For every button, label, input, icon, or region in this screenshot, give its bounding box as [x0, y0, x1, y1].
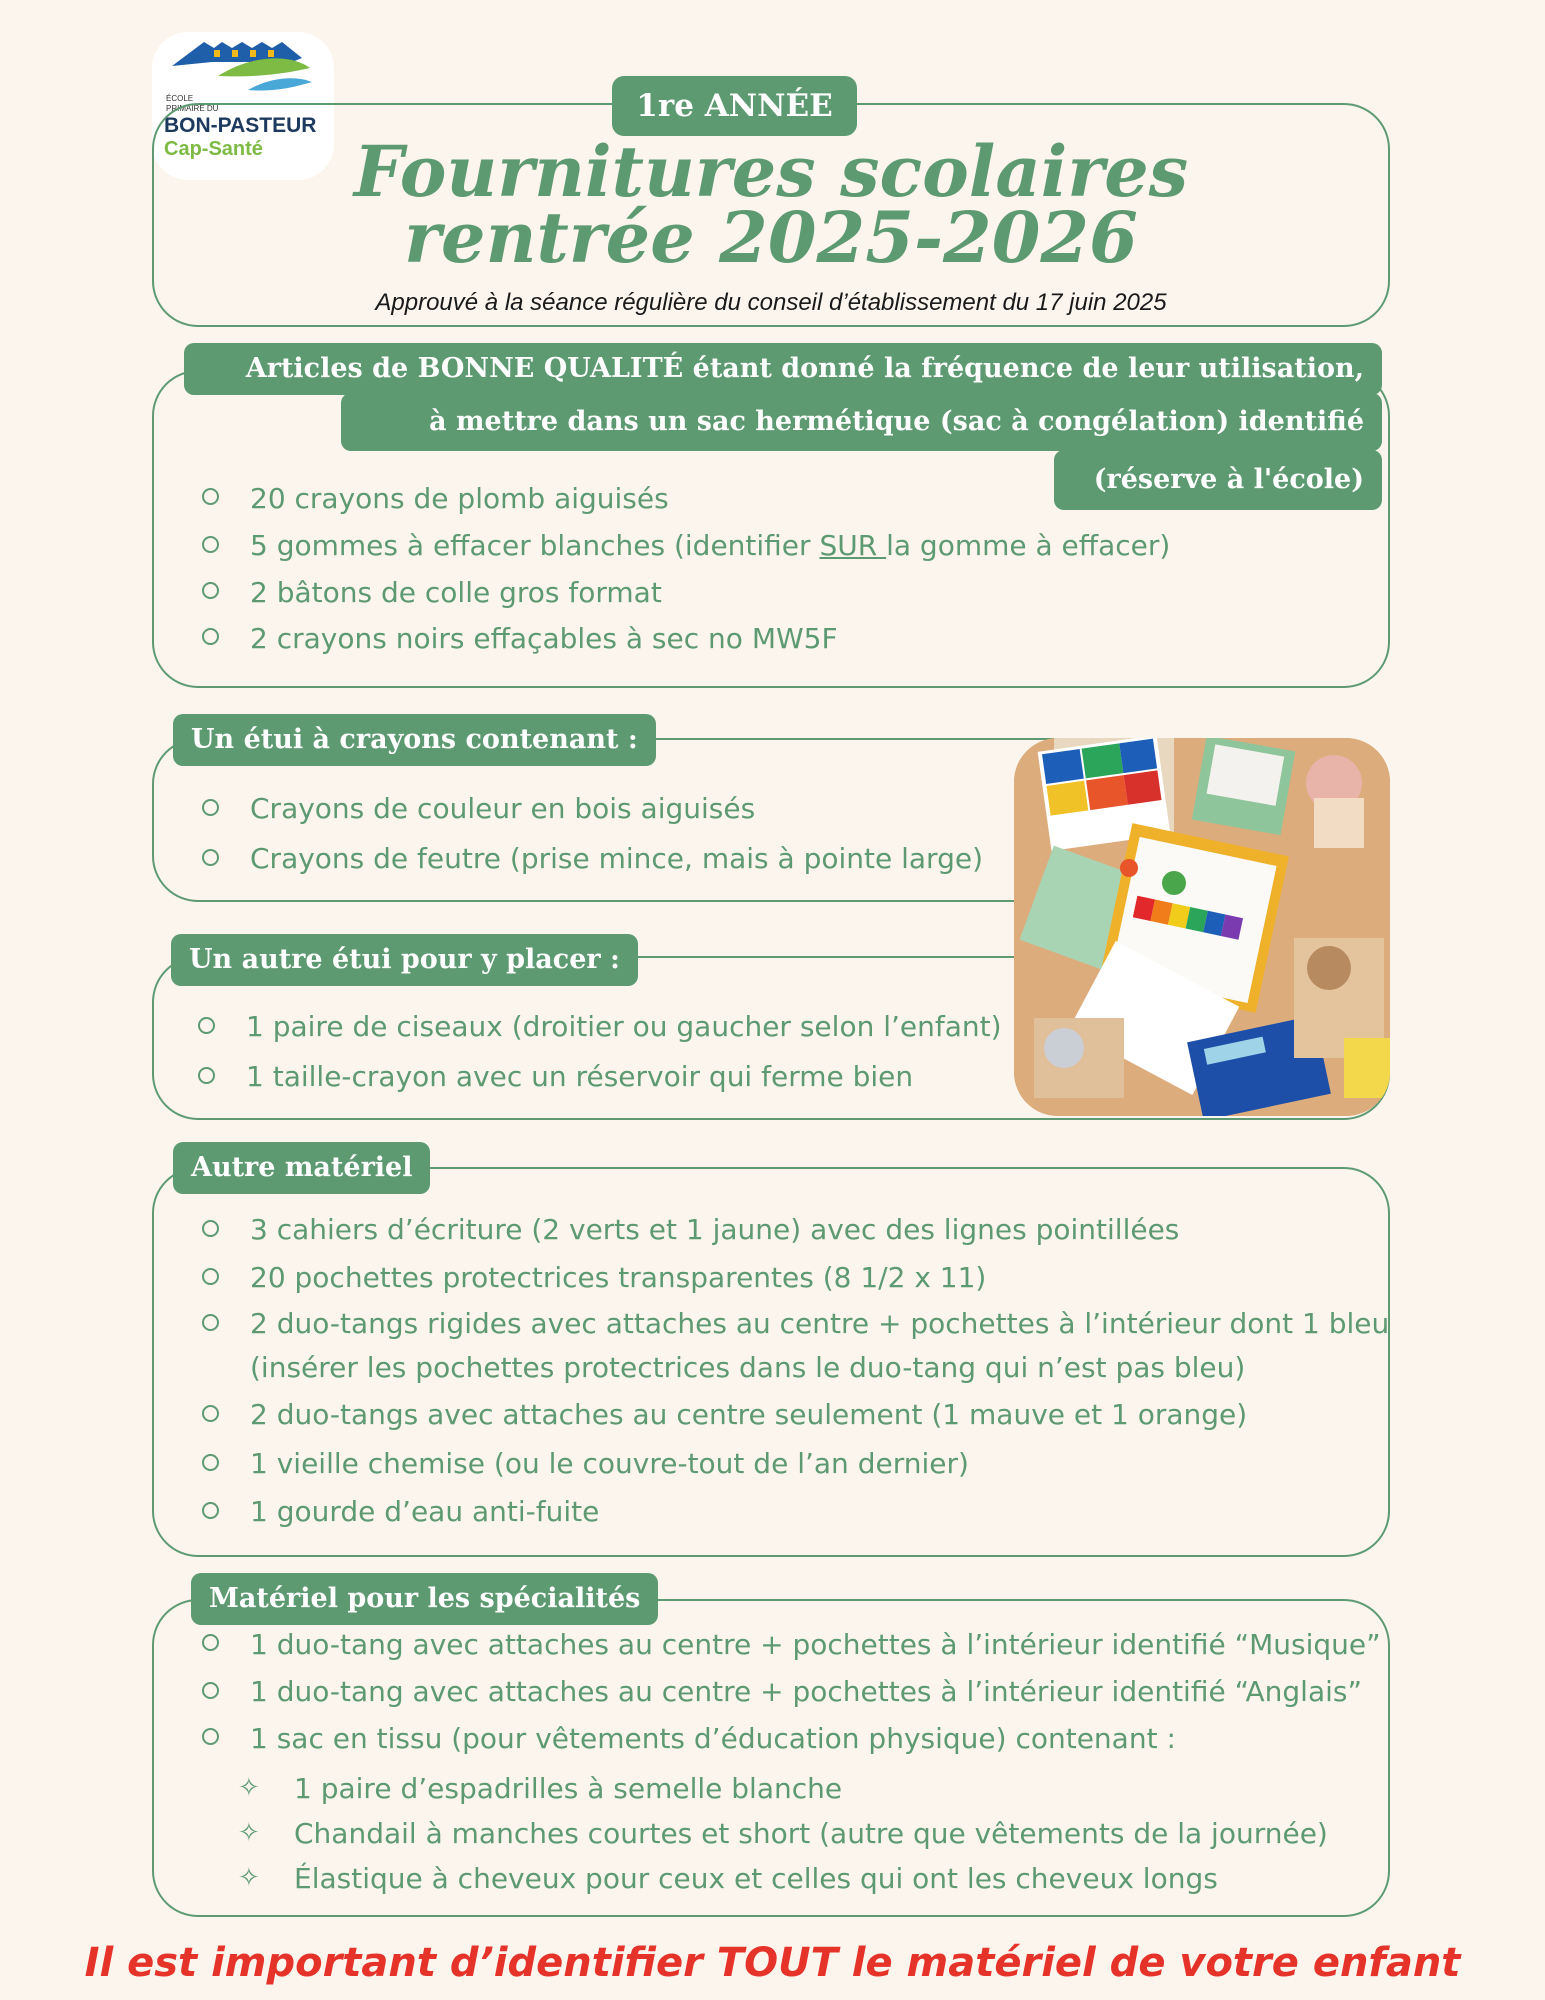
other-heading: Autre matériel [173, 1142, 430, 1194]
logo-line2: PRIMAIRE DU [166, 104, 219, 113]
quality-heading-line3: (réserve à l'école) [1054, 450, 1382, 510]
sub-list-item: ✧ Chandail à manches courtes et short (autre que vêtements de la journée) [198, 1811, 1381, 1856]
circle-bullet-icon [202, 1502, 219, 1519]
circle-bullet-icon [202, 582, 219, 599]
sparkle-bullet-icon: ✧ [238, 1773, 260, 1803]
circle-bullet-icon [198, 1067, 215, 1084]
grade-badge: 1re ANNÉE [612, 76, 857, 136]
school-roof-icon [152, 32, 334, 102]
circle-bullet-icon [202, 1405, 219, 1422]
school-supplies-photo [1014, 738, 1390, 1116]
list-item: 1 paire de ciseaux (droitier ou gaucher selon l’enfant) [194, 1002, 1002, 1052]
list-item: 3 cahiers d’écriture (2 verts et 1 jaune) avec des lignes pointillées [198, 1206, 1389, 1254]
approval-note: Approuvé à la séance régulière du conseil d’établissement du 17 juin 2025 [375, 289, 1167, 316]
school-supplies-illustration [1014, 738, 1390, 1116]
logo-line4: Cap-Santé [164, 138, 263, 160]
circle-bullet-icon [198, 1017, 215, 1034]
other-list [198, 1206, 1389, 1536]
list-item: 1 gourde d’eau anti-fuite [198, 1488, 1389, 1536]
page-title-line1: Fournitures scolaires [353, 130, 1189, 213]
specialties-list [198, 1622, 1381, 1901]
circle-bullet-icon [202, 628, 219, 645]
footer-notice: Il est important d’identifier TOUT le matériel de votre enfant [84, 1940, 1461, 1986]
list-item: 1 vieille chemise (ou le couvre-tout de l’an dernier) [198, 1440, 1389, 1488]
list-item: 2 bâtons de colle gros format [198, 570, 1170, 616]
sparkle-bullet-icon: ✧ [238, 1818, 260, 1848]
quality-heading-line2: à mettre dans un sac hermétique (sac à congélation) identifié [341, 393, 1382, 451]
circle-bullet-icon [202, 1634, 219, 1651]
quality-list [198, 476, 1170, 662]
list-item: 1 taille-crayon avec un réservoir qui ferme bien [194, 1052, 1002, 1102]
circle-bullet-icon [202, 1454, 219, 1471]
case1-heading: Un étui à crayons contenant : [173, 714, 656, 766]
circle-bullet-icon [202, 1268, 219, 1285]
list-item: 2 crayons noirs effaçables à sec no MW5F [198, 616, 1170, 662]
case2-list [194, 1002, 1002, 1102]
sparkle-bullet-icon: ✧ [238, 1863, 260, 1893]
list-item: 20 pochettes protectrices transparentes (8 1/2 x 11) [198, 1254, 1389, 1302]
list-item: Crayons de couleur en bois aiguisés [198, 784, 983, 834]
circle-bullet-icon [202, 536, 219, 553]
list-item: 20 crayons de plomb aiguisés [198, 476, 1170, 522]
list-item: 1 duo-tang avec attaches au centre + pochettes à l’intérieur identifié “Musique” [198, 1622, 1381, 1668]
circle-bullet-icon [202, 1728, 219, 1745]
page-title-line2: rentrée 2025-2026 [404, 196, 1138, 279]
logo-line3: BON-PASTEUR [164, 114, 317, 137]
list-item: 1 sac en tissu (pour vêtements d’éducation physique) contenant : [198, 1716, 1381, 1762]
case1-list [198, 784, 983, 884]
sub-list-item: ✧ 1 paire d’espadrilles à semelle blanche [198, 1766, 1381, 1811]
list-item: 1 duo-tang avec attaches au centre + pochettes à l’intérieur identifié “Anglais” [198, 1668, 1381, 1716]
circle-bullet-icon [202, 799, 219, 816]
circle-bullet-icon [202, 1220, 219, 1237]
circle-bullet-icon [202, 849, 219, 866]
specialties-heading: Matériel pour les spécialités [191, 1573, 658, 1625]
circle-bullet-icon [202, 1314, 219, 1331]
list-item: 2 duo-tangs avec attaches au centre seulement (1 mauve et 1 orange) [198, 1390, 1389, 1440]
circle-bullet-icon [202, 488, 219, 505]
case2-heading: Un autre étui pour y placer : [171, 934, 638, 986]
list-item: 5 gommes à effacer blanches (identifier SUR la gomme à effacer) [198, 522, 1170, 570]
list-item: Crayons de feutre (prise mince, mais à pointe large) [198, 834, 983, 884]
logo-line1: ÉCOLE [166, 94, 194, 103]
sub-list-item: ✧ Élastique à cheveux pour ceux et celles qui ont les cheveux longs [198, 1856, 1381, 1901]
circle-bullet-icon [202, 1682, 219, 1699]
list-item: 2 duo-tangs rigides avec attaches au centre + pochettes à l’intérieur dont 1 bleu (insérer les pochettes protectrices dans le duo-tang qui n’est pas bleu) [198, 1302, 1389, 1390]
quality-heading-line1: Articles de BONNE QUALITÉ étant donné la fréquence de leur utilisation, [184, 343, 1382, 395]
